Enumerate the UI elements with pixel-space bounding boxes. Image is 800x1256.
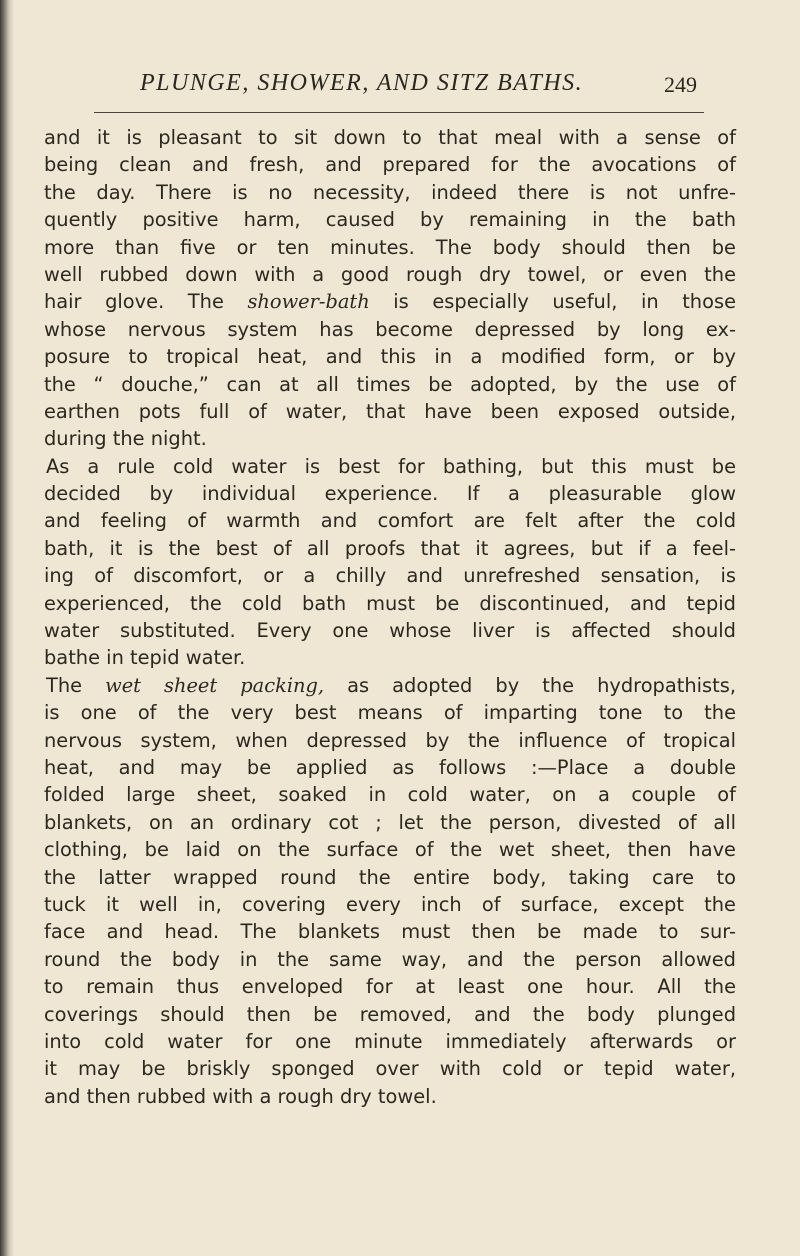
text-run: to remain thus enveloped for at least one hour. All the bbox=[44, 975, 736, 999]
text-line bbox=[44, 973, 736, 1000]
text-run: more than five or ten minutes. The body should then be bbox=[44, 235, 736, 259]
paragraph bbox=[44, 124, 736, 453]
text-line bbox=[44, 316, 736, 343]
text-run: folded large sheet, soaked in cold water, on a couple of bbox=[44, 783, 736, 807]
text-run: into cold water for one minute immediately afterwards or bbox=[44, 1029, 736, 1053]
text-line bbox=[44, 891, 736, 918]
text-run: bath, it is the best of all proofs that it agrees, but if a feel- bbox=[44, 536, 736, 560]
text-line bbox=[44, 1028, 736, 1055]
italic-term: wet sheet packing, bbox=[105, 673, 325, 697]
text-line bbox=[44, 425, 736, 452]
text-line bbox=[44, 343, 736, 370]
text-run: as adopted by the hydropathists, bbox=[324, 673, 736, 697]
text-run: and then rubbed with a rough dry towel. bbox=[44, 1084, 437, 1108]
text-line bbox=[44, 480, 736, 507]
text-run: hair glove. The bbox=[44, 290, 248, 314]
text-line bbox=[44, 234, 736, 261]
text-run: posure to tropical heat, and this in a modified form, or by bbox=[44, 345, 736, 369]
text-run: experienced, the cold bath must be discontinued, and tepid bbox=[44, 591, 736, 615]
text-run: water substituted. Every one whose liver is affected should bbox=[44, 619, 736, 643]
text-line bbox=[44, 836, 736, 863]
text-run: during the night. bbox=[44, 427, 207, 451]
text-run: bathe in tepid water. bbox=[44, 646, 246, 670]
text-line bbox=[44, 672, 736, 699]
text-line bbox=[44, 699, 736, 726]
text-line bbox=[44, 946, 736, 973]
text-line bbox=[44, 864, 736, 891]
text-run: The bbox=[46, 673, 106, 697]
running-head: PLUNGE, SHOWER, AND SITZ BATHS. bbox=[140, 70, 584, 96]
text-line bbox=[44, 1055, 736, 1082]
text-run: it may be briskly sponged over with cold or tepid water, bbox=[44, 1057, 736, 1081]
text-run: blankets, on an ordinary cot ; let the person, divested of all bbox=[44, 810, 736, 834]
body-text bbox=[44, 124, 736, 1110]
text-run: quently positive harm, caused by remaining in the bath bbox=[44, 208, 736, 232]
text-run: As a rule cold water is best for bathing, but this must be bbox=[46, 454, 736, 478]
text-line bbox=[44, 562, 736, 589]
text-line bbox=[44, 809, 736, 836]
text-line bbox=[44, 1083, 736, 1110]
text-run: ing of discomfort, or a chilly and unrefreshed sensation, is bbox=[44, 564, 736, 588]
header-rule bbox=[94, 112, 704, 113]
page-header bbox=[0, 70, 800, 110]
text-run: nervous system, when depressed by the influence of tropical bbox=[44, 728, 736, 752]
text-run: coverings should then be removed, and the body plunged bbox=[44, 1002, 736, 1026]
text-run: the day. There is no necessity, indeed there is not unfre- bbox=[44, 180, 736, 204]
text-run: round the body in the same way, and the person allowed bbox=[44, 947, 736, 971]
page-binding-edge bbox=[0, 0, 14, 1256]
text-line bbox=[44, 124, 736, 151]
text-line bbox=[44, 507, 736, 534]
text-line bbox=[44, 371, 736, 398]
text-line bbox=[44, 590, 736, 617]
text-run: well rubbed down with a good rough dry towel, or even the bbox=[44, 262, 736, 286]
text-line bbox=[44, 535, 736, 562]
text-run: heat, and may be applied as follows :—Place a double bbox=[44, 755, 736, 779]
text-line bbox=[44, 727, 736, 754]
text-line bbox=[44, 179, 736, 206]
text-run: the “ douche,” can at all times be adopted, by the use of bbox=[44, 372, 736, 396]
text-line bbox=[44, 453, 736, 480]
text-run: and feeling of warmth and comfort are felt after the cold bbox=[44, 509, 736, 533]
text-run: being clean and fresh, and prepared for the avocations of bbox=[44, 153, 736, 177]
text-line bbox=[44, 617, 736, 644]
text-line bbox=[44, 206, 736, 233]
italic-term: shower-bath bbox=[247, 290, 370, 314]
text-run: and it is pleasant to sit down to that meal with a sense of bbox=[44, 126, 736, 149]
text-line bbox=[44, 918, 736, 945]
text-run: face and head. The blankets must then be made to sur- bbox=[44, 920, 736, 944]
paragraph bbox=[44, 672, 736, 1110]
text-run: tuck it well in, covering every inch of surface, except the bbox=[44, 892, 736, 916]
text-line bbox=[44, 644, 736, 671]
text-run: whose nervous system has become depressed by long ex- bbox=[44, 317, 736, 341]
text-line bbox=[44, 781, 736, 808]
page-number: 249 bbox=[664, 72, 697, 97]
text-run: earthen pots full of water, that have been exposed outside, bbox=[44, 399, 736, 423]
text-line bbox=[44, 261, 736, 288]
text-run: decided by individual experience. If a pleasurable glow bbox=[44, 482, 736, 506]
text-run: is especially useful, in those bbox=[369, 290, 736, 314]
text-line bbox=[44, 288, 736, 315]
text-line bbox=[44, 398, 736, 425]
text-line bbox=[44, 1001, 736, 1028]
text-line bbox=[44, 151, 736, 178]
text-run: is one of the very best means of imparting tone to the bbox=[44, 701, 736, 725]
text-line bbox=[44, 754, 736, 781]
text-run: the latter wrapped round the entire body, taking care to bbox=[44, 865, 736, 889]
text-run: clothing, be laid on the surface of the wet sheet, then have bbox=[44, 838, 736, 862]
paragraph bbox=[44, 453, 736, 672]
